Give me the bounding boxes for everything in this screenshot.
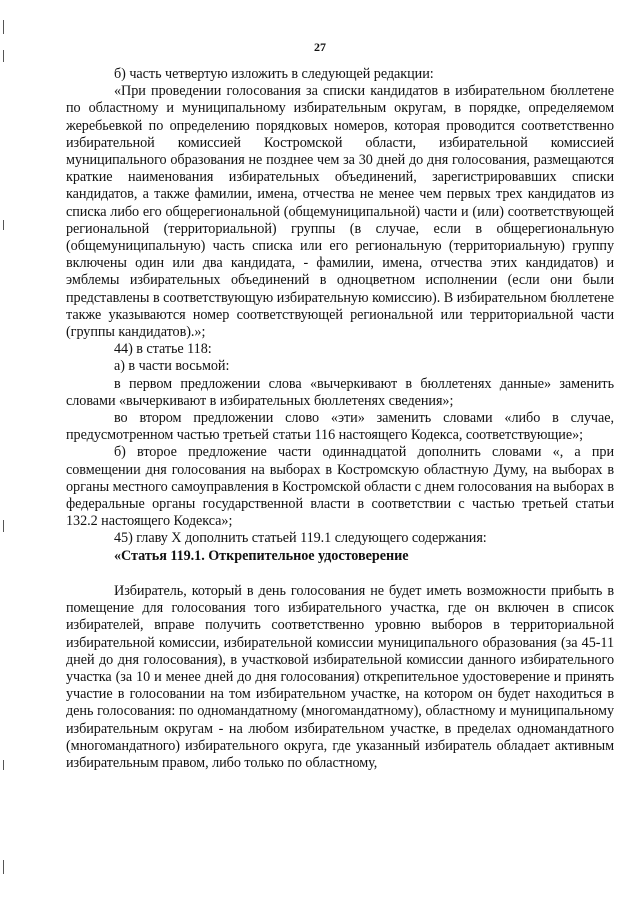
paragraph-ballot-list-order: «При проведении голосования за списки кандидатов в избирательном бюллетене по областному и муниципальному избирательным округам, в порядке, определяемом жеребьевкой по определению порядковых номеров, которая проводится соответственно избирательной комиссией Костромской области, избирательной комиссией муниципального образования не позднее чем за 30 дней до дня голосования, размещаются краткие наименования избирательных объединений, зарегистрировавших списки кандидатов, а также фамилии, имена, отчества не менее чем первых трех кандидатов из списка либо его общерегиональной (общемуниципальной) части и (или) соответствующей региональной (территориальной) группы (в случае, если в общерегиональную (общемуниципальную) часть списка или его региональную (территориальную) группу включены один или два кандидата, - фамилии, имена, отчества этих кандидатов) и эмблемы избирательных объединений в одноцветном исполнении (если они были представлены в соответствующую избирательную комиссию). В избирательном бюллетене также указываются номер соответствующей региональной или территориальной части (группы кандидатов).»; bbox=[66, 83, 614, 341]
paragraph-part-four-intro: б) часть четвертую изложить в следующей редакции: bbox=[114, 66, 434, 82]
article-heading: «Статья 119.1. Открепительное удостоверение bbox=[114, 547, 409, 564]
paragraph-item-44-b: б) второе предложение части одиннадцатой дополнить словами «, а при совмещении дня голосования на выборах в Костромскую областную Думу, на выборах в органы местного самоуправления в Костромской области с днем голосования на выборах в федеральные органы государственной власти в соответствии с частью третьей статьи 132.2 настоящего Кодекса»; bbox=[66, 444, 614, 530]
paragraph-item-44: 44) в статье 118: bbox=[114, 341, 212, 358]
paragraph-article-body: Избиратель, который в день голосования не будет иметь возможности прибыть в помещение для голосования того избирательного участка, где он включен в список избирателей, вправе получить соответственно уровню выборов в территориальной избирательной комиссии, избирательной комиссии муниципального образования (за 45-11 дней до дня голосования), в участковой избирательной комиссии данного избирательного участка (за 10 и менее дней до дня голосования) открепительное удостоверение и принять участие в голосовании на том избирательном участке, на котором он будет находиться в день голосования: по одномандатному (многомандатному), областному и муниципальному избирательным округам - на любом избирательном участке, в пределах одномандатного (многомандатного) избирательного округа, где указанный избиратель обладает активным избирательным правом, либо только по областному, bbox=[66, 582, 614, 771]
paragraph-second-sentence-change: во втором предложении слово «эти» заменить словами «либо в случае, предусмотренном частью третьей статьи 116 настоящего Кодекса, соответствующие»; bbox=[66, 410, 614, 444]
document-body bbox=[66, 66, 614, 772]
scan-margin-mark bbox=[3, 220, 4, 230]
page-number: 27 bbox=[314, 40, 326, 54]
scan-margin-mark bbox=[3, 860, 4, 874]
scan-margin-marks bbox=[0, 0, 6, 905]
scan-margin-mark bbox=[3, 760, 4, 770]
scan-margin-mark bbox=[3, 520, 4, 532]
paragraph-item-45: 45) главу X дополнить статьей 119.1 следующего содержания: bbox=[114, 530, 487, 547]
scan-margin-mark bbox=[3, 20, 4, 34]
paragraph-first-sentence-change: в первом предложении слова «вычеркивают в бюллетенях данные» заменить словами «вычеркивают в избирательных бюллетенях сведения»; bbox=[66, 375, 614, 409]
paragraph-item-44-a: а) в части восьмой: bbox=[114, 358, 230, 375]
